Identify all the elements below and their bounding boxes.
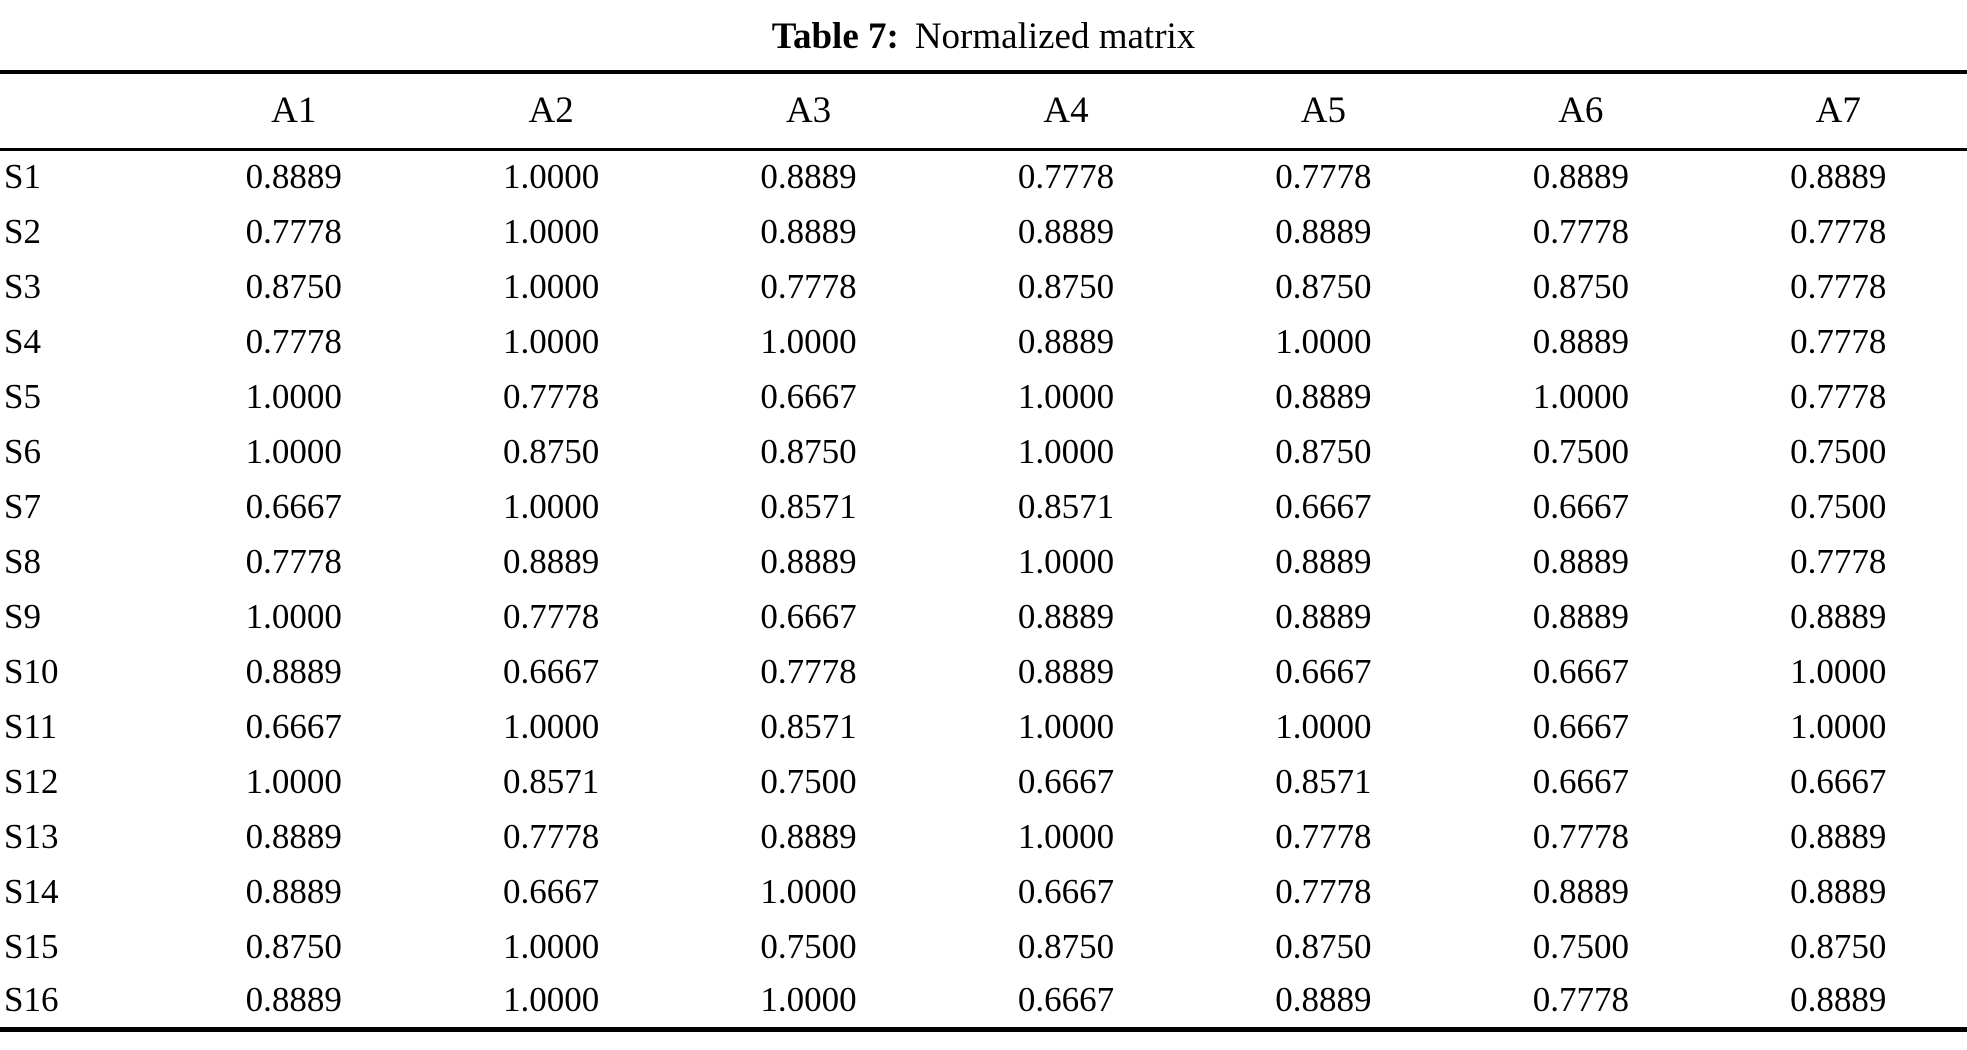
column-header: A1 <box>165 72 422 149</box>
matrix-cell: 1.0000 <box>1017 376 1115 416</box>
matrix-cell: 0.8889 <box>1275 541 1372 581</box>
matrix-cell: 0.8750 <box>1017 266 1115 306</box>
matrix-cell: 0.6667 <box>1275 486 1372 526</box>
matrix-cell: 0.6667 <box>245 706 342 746</box>
matrix-cell: 0.7778 <box>503 376 600 416</box>
matrix-cell: 1.0000 <box>503 157 600 197</box>
matrix-cell: 1.0000 <box>1017 431 1115 471</box>
matrix-cell: 0.8750 <box>1275 266 1372 306</box>
matrix-cell: 1.0000 <box>503 211 600 251</box>
matrix-cell: 0.8889 <box>1790 980 1887 1020</box>
header-corner-cell <box>0 72 165 149</box>
matrix-cell: 0.8889 <box>1790 596 1887 636</box>
row-label: S6 <box>4 431 41 471</box>
matrix-cell: 1.0000 <box>503 266 600 306</box>
row-label: S4 <box>4 321 41 361</box>
matrix-cell: 0.8889 <box>245 157 342 197</box>
table-row <box>0 974 1967 1029</box>
matrix-cell: 0.7778 <box>1790 211 1887 251</box>
matrix-cell: 0.8750 <box>760 431 857 471</box>
matrix-cell: 0.8889 <box>1790 157 1887 197</box>
row-label: S7 <box>4 486 41 526</box>
matrix-cell: 0.8889 <box>1017 321 1115 361</box>
matrix-cell: 0.8889 <box>760 816 857 856</box>
row-label: S9 <box>4 596 41 636</box>
matrix-cell: 0.6667 <box>1017 761 1115 801</box>
matrix-cell: 0.7778 <box>1790 541 1887 581</box>
matrix-cell: 0.8889 <box>760 211 857 251</box>
column-header: A6 <box>1452 72 1709 149</box>
matrix-cell: 0.6667 <box>503 871 600 911</box>
matrix-cell: 1.0000 <box>503 706 600 746</box>
matrix-cell: 0.8750 <box>1532 266 1629 306</box>
matrix-cell: 0.8571 <box>1275 761 1372 801</box>
matrix-cell: 0.6667 <box>1790 761 1887 801</box>
matrix-cell: 0.8750 <box>1275 431 1372 471</box>
matrix-cell: 0.7778 <box>1790 376 1887 416</box>
matrix-cell: 0.8889 <box>245 816 342 856</box>
matrix-cell: 0.7778 <box>1275 816 1372 856</box>
table-caption-number: Table 7: <box>771 15 899 57</box>
matrix-cell: 0.8889 <box>1275 376 1372 416</box>
matrix-cell: 0.8889 <box>1017 651 1115 691</box>
column-header: A7 <box>1710 72 1967 149</box>
matrix-cell: 0.7778 <box>245 211 342 251</box>
matrix-cell: 0.8889 <box>245 871 342 911</box>
normalized-matrix-table <box>0 70 1967 1032</box>
matrix-cell: 1.0000 <box>1532 376 1629 416</box>
matrix-tbody <box>0 149 1967 1029</box>
matrix-cell: 0.8889 <box>1532 541 1629 581</box>
matrix-cell: 1.0000 <box>1275 321 1372 361</box>
matrix-cell: 0.7778 <box>1790 321 1887 361</box>
matrix-cell: 1.0000 <box>245 596 342 636</box>
table-row <box>0 699 1967 754</box>
matrix-cell: 0.8750 <box>1275 926 1372 966</box>
matrix-cell: 0.7500 <box>1790 486 1887 526</box>
table-row <box>0 754 1967 809</box>
table-caption-title: Normalized matrix <box>914 15 1196 57</box>
matrix-cell: 0.6667 <box>503 651 600 691</box>
row-label: S11 <box>4 706 58 746</box>
matrix-cell: 1.0000 <box>1017 816 1115 856</box>
matrix-cell: 0.8571 <box>1017 486 1115 526</box>
table-row <box>0 204 1967 259</box>
matrix-cell: 0.7778 <box>760 266 857 306</box>
matrix-cell: 0.6667 <box>1532 486 1629 526</box>
header-row <box>0 72 1967 149</box>
matrix-cell: 1.0000 <box>245 761 342 801</box>
matrix-cell: 0.6667 <box>760 596 857 636</box>
matrix-cell: 0.8889 <box>760 157 857 197</box>
matrix-cell: 1.0000 <box>503 926 600 966</box>
matrix-cell: 1.0000 <box>503 980 600 1020</box>
matrix-cell: 0.7778 <box>1275 871 1372 911</box>
matrix-cell: 0.8571 <box>503 761 600 801</box>
matrix-cell: 0.7778 <box>503 816 600 856</box>
matrix-cell: 1.0000 <box>1017 541 1115 581</box>
matrix-cell: 0.8889 <box>1275 596 1372 636</box>
matrix-cell: 0.7500 <box>760 926 857 966</box>
matrix-cell: 0.6667 <box>1532 761 1629 801</box>
matrix-cell: 0.7778 <box>1532 211 1629 251</box>
matrix-cell: 0.8571 <box>760 706 857 746</box>
row-label: S8 <box>4 541 41 581</box>
table-row <box>0 369 1967 424</box>
matrix-cell: 0.8750 <box>245 926 342 966</box>
matrix-cell: 0.7500 <box>1532 926 1629 966</box>
matrix-cell: 1.0000 <box>245 431 342 471</box>
matrix-cell: 0.7778 <box>1532 980 1629 1020</box>
table-row <box>0 534 1967 589</box>
matrix-cell: 0.7778 <box>1017 157 1115 197</box>
matrix-cell: 0.8889 <box>1017 211 1115 251</box>
matrix-cell: 1.0000 <box>760 871 857 911</box>
matrix-cell: 0.7778 <box>1790 266 1887 306</box>
matrix-cell: 0.8750 <box>503 431 600 471</box>
matrix-cell: 0.8889 <box>1790 816 1887 856</box>
matrix-cell: 0.6667 <box>1017 871 1115 911</box>
matrix-cell: 0.8889 <box>1275 211 1372 251</box>
matrix-cell: 1.0000 <box>1017 706 1115 746</box>
matrix-cell: 0.7778 <box>245 541 342 581</box>
matrix-cell: 0.7500 <box>1532 431 1629 471</box>
matrix-cell: 0.8889 <box>760 541 857 581</box>
table-row <box>0 589 1967 644</box>
matrix-cell: 0.7778 <box>1532 816 1629 856</box>
column-header: A2 <box>422 72 679 149</box>
column-header: A4 <box>937 72 1194 149</box>
table-row <box>0 424 1967 479</box>
table-row <box>0 479 1967 534</box>
matrix-cell: 1.0000 <box>1790 706 1887 746</box>
matrix-cell: 0.6667 <box>760 376 857 416</box>
matrix-cell: 0.7778 <box>760 651 857 691</box>
row-label: S15 <box>4 926 59 966</box>
matrix-cell: 0.7778 <box>503 596 600 636</box>
matrix-cell: 1.0000 <box>760 321 857 361</box>
row-label: S10 <box>4 651 59 691</box>
matrix-cell: 0.6667 <box>1275 651 1372 691</box>
column-header: A3 <box>680 72 937 149</box>
row-label: S13 <box>4 816 59 856</box>
matrix-cell: 0.6667 <box>1532 706 1629 746</box>
matrix-cell: 0.8889 <box>1017 596 1115 636</box>
matrix-cell: 0.8750 <box>245 266 342 306</box>
matrix-cell: 1.0000 <box>760 980 857 1020</box>
matrix-cell: 0.7500 <box>1790 431 1887 471</box>
row-label: S16 <box>4 980 59 1020</box>
matrix-cell: 0.8889 <box>245 651 342 691</box>
matrix-cell: 1.0000 <box>503 321 600 361</box>
matrix-cell: 1.0000 <box>245 376 342 416</box>
matrix-cell: 0.7500 <box>760 761 857 801</box>
row-label: S3 <box>4 266 41 306</box>
table-row <box>0 149 1967 204</box>
matrix-cell: 0.8889 <box>1532 321 1629 361</box>
matrix-cell: 1.0000 <box>1275 706 1372 746</box>
matrix-cell: 0.8571 <box>760 486 857 526</box>
matrix-cell: 0.8750 <box>1017 926 1115 966</box>
matrix-cell: 0.6667 <box>1532 651 1629 691</box>
column-header: A5 <box>1195 72 1452 149</box>
row-label: S5 <box>4 376 41 416</box>
row-label: S1 <box>4 157 41 197</box>
matrix-cell: 0.7778 <box>1275 157 1372 197</box>
matrix-cell: 0.7778 <box>245 321 342 361</box>
matrix-cell: 0.8889 <box>1532 157 1629 197</box>
matrix-cell: 0.8889 <box>245 980 342 1020</box>
table-row <box>0 644 1967 699</box>
row-label: S12 <box>4 761 59 801</box>
matrix-cell: 0.8889 <box>1532 871 1629 911</box>
table-row <box>0 259 1967 314</box>
table-row <box>0 864 1967 919</box>
table-row <box>0 919 1967 974</box>
table-row <box>0 314 1967 369</box>
matrix-cell: 1.0000 <box>503 486 600 526</box>
matrix-cell: 0.6667 <box>245 486 342 526</box>
matrix-cell: 0.8750 <box>1790 926 1887 966</box>
matrix-cell: 1.0000 <box>1790 651 1887 691</box>
matrix-cell: 0.8889 <box>1275 980 1372 1020</box>
matrix-cell: 0.8889 <box>1532 596 1629 636</box>
matrix-cell: 0.6667 <box>1017 980 1115 1020</box>
row-label: S2 <box>4 211 41 251</box>
matrix-cell: 0.8889 <box>503 541 600 581</box>
table-row <box>0 809 1967 864</box>
matrix-cell: 0.8889 <box>1790 871 1887 911</box>
table-caption <box>0 0 1967 70</box>
row-label: S14 <box>4 871 59 911</box>
